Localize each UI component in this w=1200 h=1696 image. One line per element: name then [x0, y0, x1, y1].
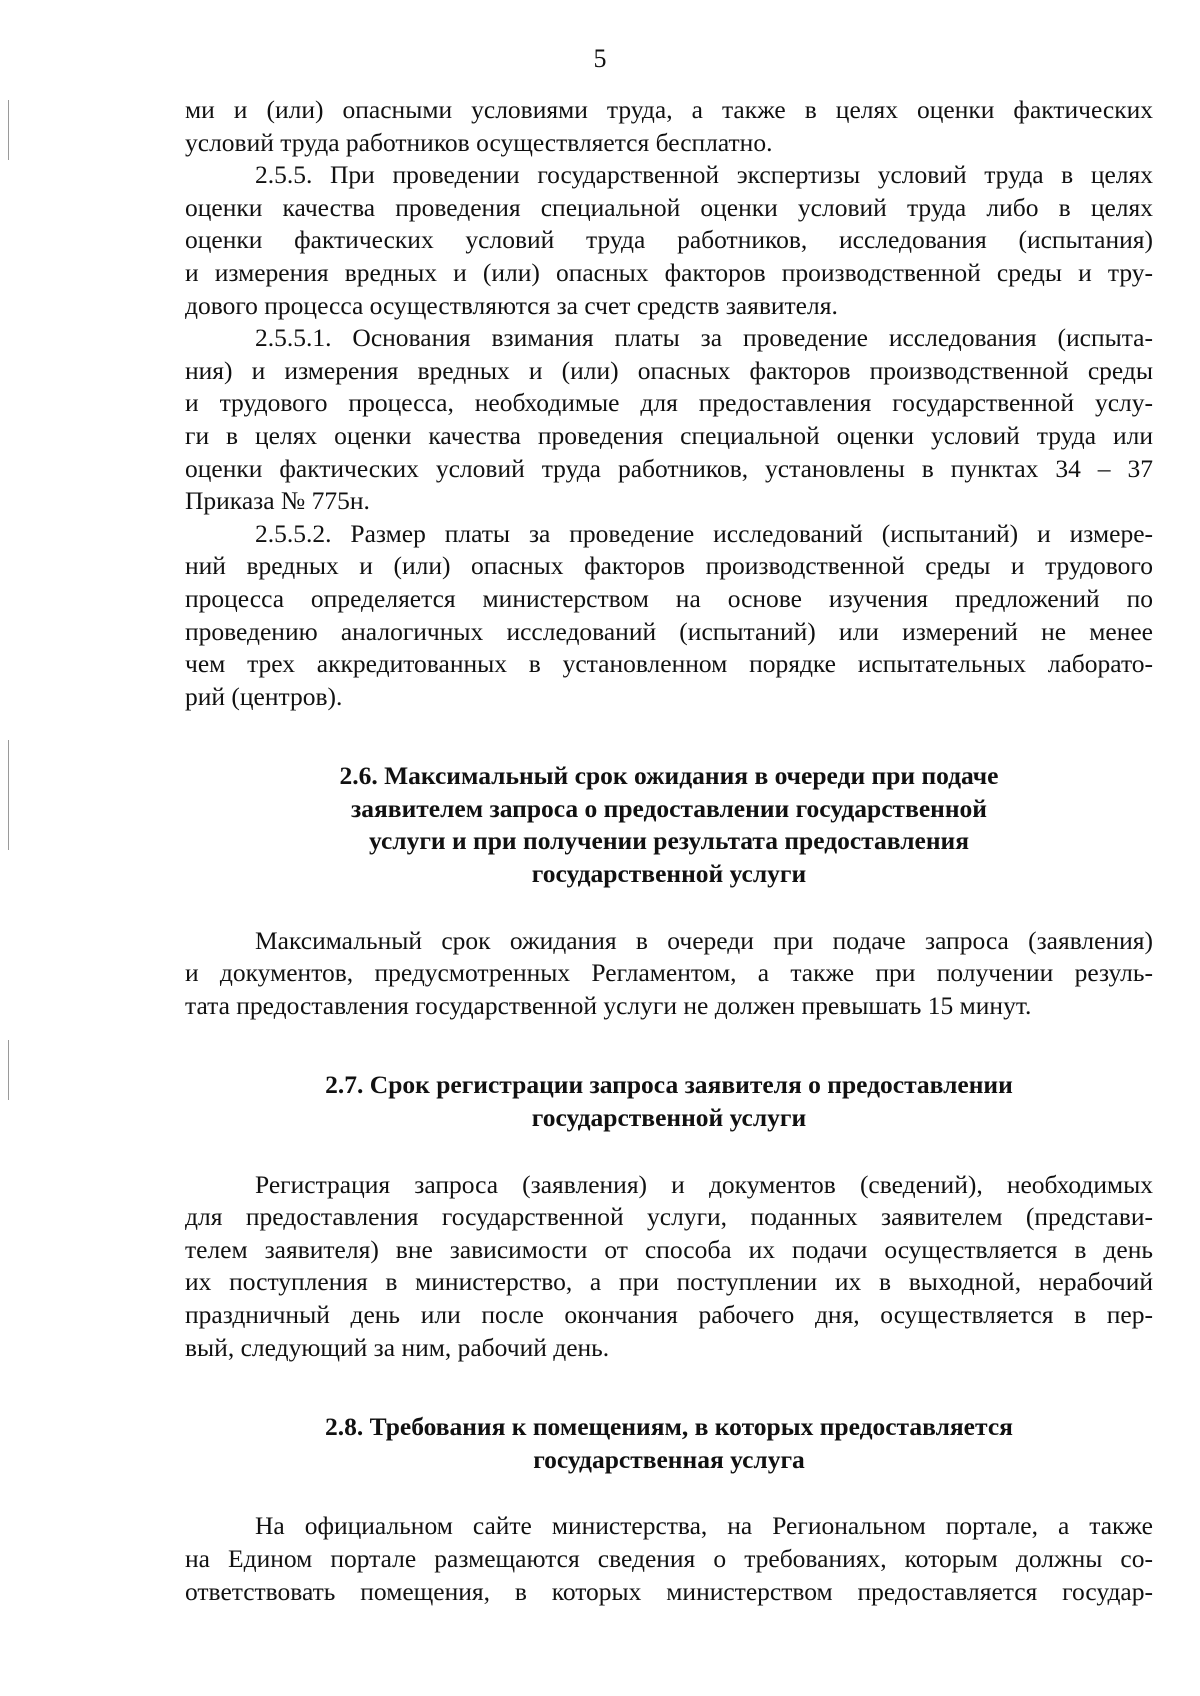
heading-line: государственной услуги	[531, 1103, 807, 1133]
heading-line: 2.7. Срок регистрации запроса заявителя о предоставлении	[325, 1070, 1013, 1100]
text-line: ний вредных и (или) опасных факторов производственной среды и трудового	[185, 551, 1153, 581]
text-line: их поступления в министерство, а при поступлении их в выходной, нерабочий	[185, 1267, 1153, 1297]
text-line: тата предоставления государственной услуги не должен превышать 15 минут.	[185, 990, 1032, 1020]
text-line: 2.5.5.1. Основания взимания платы за проведение исследования (испыта-	[255, 323, 1153, 353]
section-heading-2-8	[185, 1411, 1153, 1476]
text-line: Регистрация запроса (заявления) и документов (сведений), необходимых	[255, 1169, 1153, 1199]
section-heading-2-7	[185, 1069, 1153, 1134]
section-heading-2-6	[185, 760, 1153, 890]
text-line: ми и (или) опасными условиями труда, а также в целях оценки фактических	[185, 95, 1153, 124]
scan-margin-mark	[8, 100, 9, 160]
text-line: 2.5.5. При проведении государственной экспертизы условий труда в целях	[255, 160, 1153, 190]
text-line: рий (центров).	[185, 681, 343, 711]
heading-line: 2.8. Требования к помещениям, в которых предоставляется	[325, 1412, 1013, 1442]
heading-line: услуги и при получении результата предоставления	[369, 826, 969, 856]
section-body-2-7	[185, 1169, 1153, 1365]
text-line: ния) и измерения вредных и (или) опасных факторов производственной среды	[185, 355, 1153, 385]
text-line: вый, следующий за ним, рабочий день.	[185, 1332, 610, 1362]
text-line: ги в целях оценки качества проведения специальной оценки условий труда или	[185, 420, 1153, 450]
text-line: телем заявителя) вне зависимости от способа их подачи осуществляется в день	[185, 1234, 1153, 1264]
heading-line: заявителем запроса о предоставлении государственной	[351, 793, 987, 823]
text-line: и документов, предусмотренных Регламентом, а также при получении резуль-	[185, 958, 1153, 988]
text-line: На официальном сайте министерства, на Региональном портале, а также	[255, 1511, 1153, 1541]
section-body-2-8	[185, 1510, 1153, 1608]
text-line: и измерения вредных и (или) опасных факторов производственной среды и тру-	[185, 257, 1153, 287]
document-body	[185, 94, 1153, 1608]
text-line: чем трех аккредитованных в установленном порядке испытательных лаборато-	[185, 649, 1153, 679]
paragraph-2-5-5	[185, 159, 1153, 322]
text-line: для предоставления государственной услуги, поданных заявителем (представи-	[185, 1202, 1153, 1232]
text-line: проведению аналогичных исследований (испытаний) или измерений не менее	[185, 616, 1153, 646]
text-line: дового процесса осуществляются за счет средств заявителя.	[185, 290, 838, 320]
text-line: Максимальный срок ожидания в очереди при подаче запроса (заявления)	[255, 925, 1153, 955]
scan-margin-mark	[8, 1040, 9, 1100]
heading-line: государственной услуги	[531, 859, 807, 889]
paragraph-2-5-5-2	[185, 518, 1153, 714]
paragraph-2-5-5-1	[185, 322, 1153, 518]
text-line: 2.5.5.2. Размер платы за проведение исследований (испытаний) и измере-	[255, 518, 1153, 548]
paragraph-continuation	[185, 94, 1153, 159]
text-line: оценки качества проведения специальной оценки условий труда либо в целях	[185, 192, 1153, 222]
text-line: ответствовать помещения, в которых министерством предоставляется государ-	[185, 1576, 1153, 1606]
text-line: оценки фактических условий труда работников, исследования (испытания)	[185, 225, 1153, 255]
text-line: оценки фактических условий труда работников, установлены в пунктах 34 – 37	[185, 453, 1153, 483]
text-line: праздничный день или после окончания рабочего дня, осуществляется в пер-	[185, 1300, 1153, 1329]
page-number: 5	[593, 44, 607, 73]
text-line: на Едином портале размещаются сведения о требованиях, которым должны со-	[185, 1543, 1153, 1573]
text-line: и трудового процесса, необходимые для предоставления государственной услу-	[185, 388, 1153, 418]
heading-line: государственная услуга	[533, 1444, 805, 1474]
text-line: Приказа № 775н.	[185, 486, 370, 516]
section-body-2-6	[185, 925, 1153, 1023]
scan-margin-mark	[8, 740, 9, 850]
text-line: процесса определяется министерством на основе изучения предложений по	[185, 583, 1153, 613]
heading-line: 2.6. Максимальный срок ожидания в очереди при подаче	[339, 761, 999, 791]
text-line: условий труда работников осуществляется бесплатно.	[185, 127, 773, 157]
